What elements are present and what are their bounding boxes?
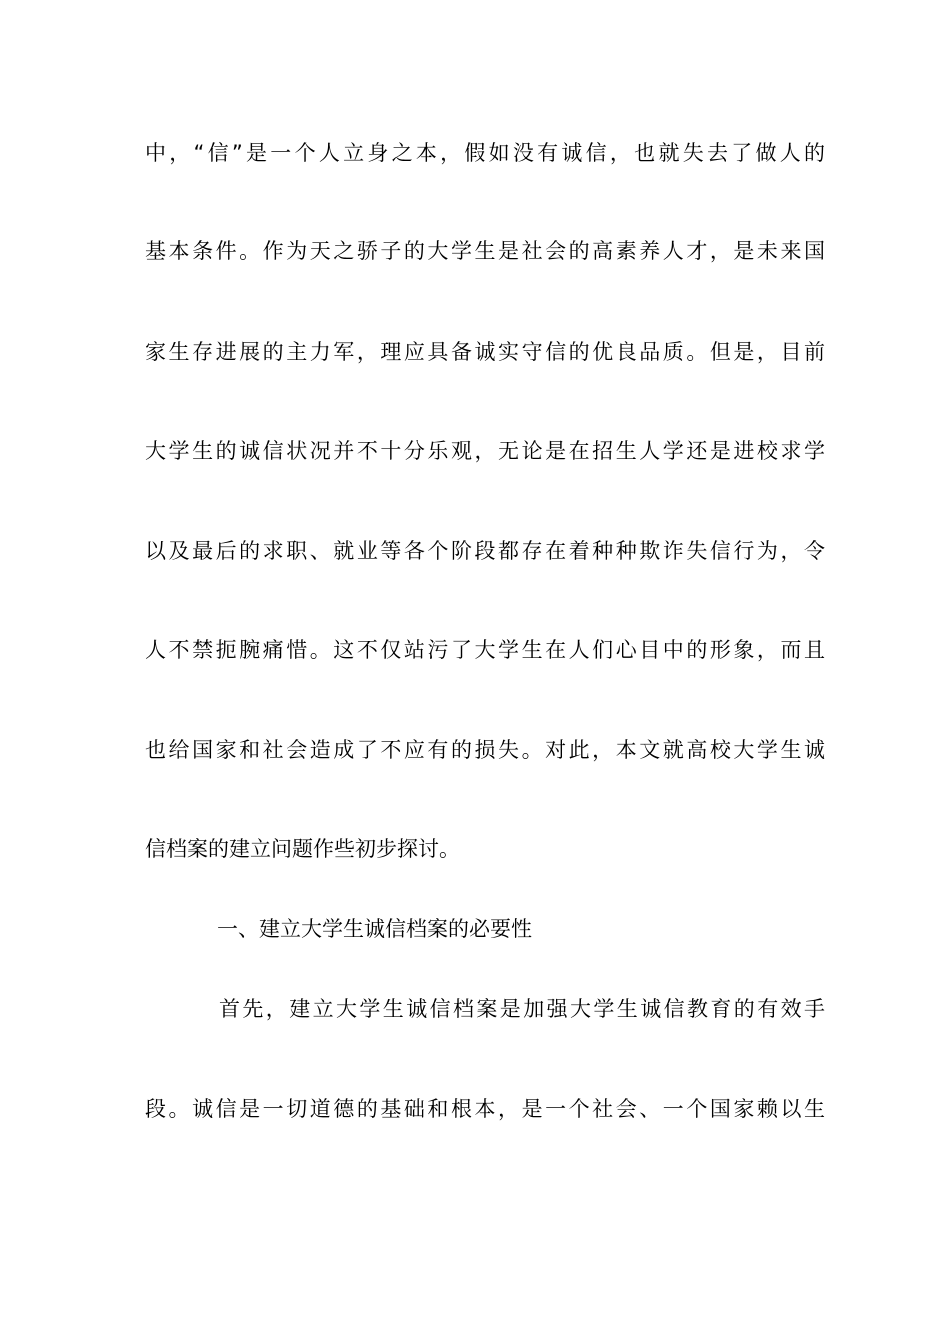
paragraph-line: 基本条件。作为天之骄子的大学生是社会的高素养人才，是未来国: [145, 239, 825, 263]
paragraph-line: 首先，建立大学生诚信档案是加强大学生诚信教育的有效手: [219, 997, 825, 1021]
paragraph-line: 中，“信”是一个人立身之本，假如没有诚信，也就失去了做人的: [145, 141, 825, 165]
paragraph-line: 也给国家和社会造成了不应有的损失。对此，本文就高校大学生诚: [145, 738, 825, 762]
paragraph-line: 段。诚信是一切道德的基础和根本，是一个社会、一个国家赖以生: [145, 1097, 825, 1121]
section-heading: 一、建立大学生诚信档案的必要性: [217, 917, 532, 941]
paragraph-line: 以及最后的求职、就业等各个阶段都存在着种种欺诈失信行为，令: [145, 539, 825, 563]
paragraph-line: 大学生的诚信状况并不十分乐观，无论是在招生人学还是进校求学: [145, 439, 825, 463]
paragraph-line: 信档案的建立问题作些初步探讨。: [145, 837, 460, 861]
paragraph-line: 家生存进展的主力军，理应具备诚实守信的优良品质。但是，目前: [145, 340, 825, 364]
paragraph-line: 人不禁扼腕痛惜。这不仅站污了大学生在人们心目中的形象，而且: [145, 638, 825, 662]
